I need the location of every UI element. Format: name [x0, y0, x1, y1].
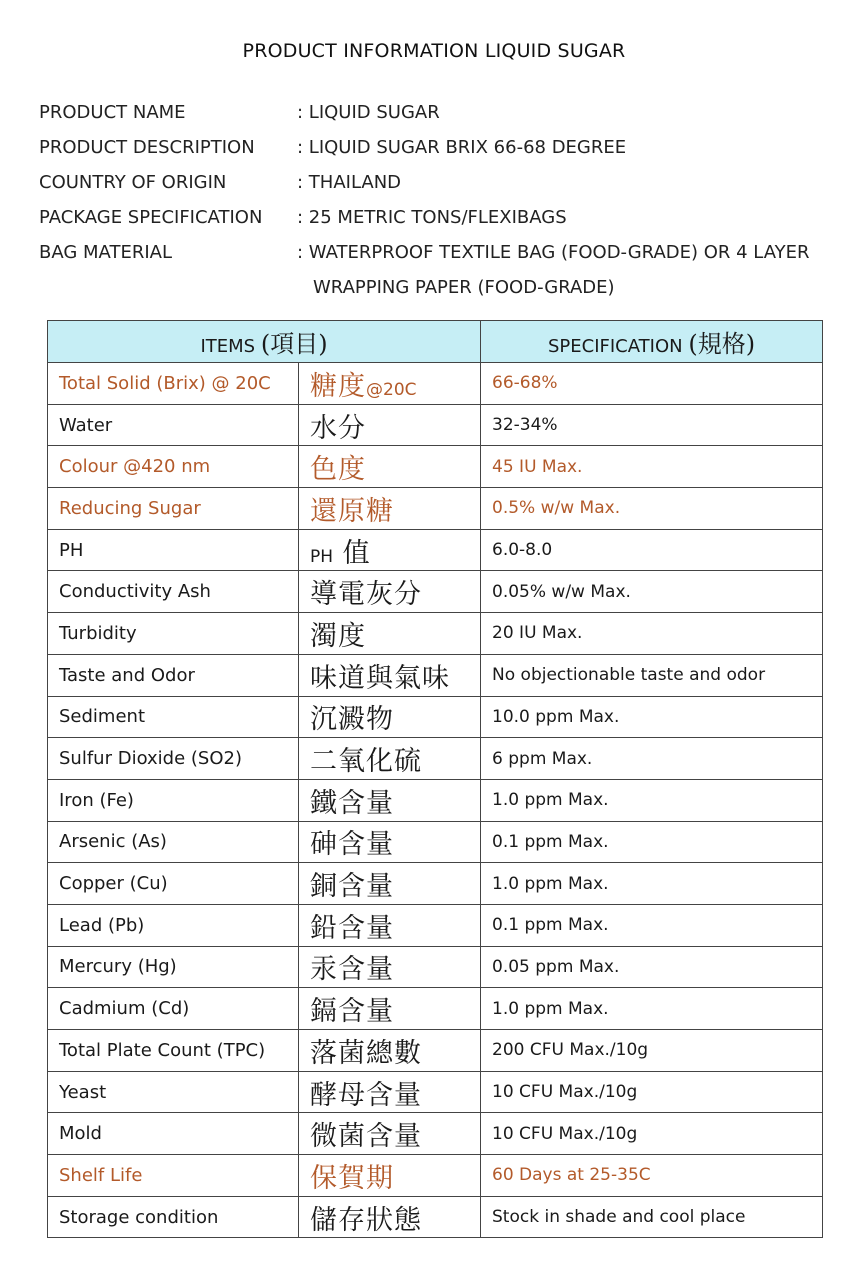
- item-chinese-text: 值: [342, 537, 371, 569]
- item-chinese-text: 鎘含量: [310, 996, 394, 1028]
- item-chinese-text: 味道與氣味: [310, 662, 450, 694]
- items-header-label: ITEMS: [200, 336, 256, 357]
- specification-value-cell: Stock in shade and cool place: [481, 1196, 823, 1238]
- info-value: : THAILAND: [297, 172, 402, 193]
- specification-value-cell: 10.0 ppm Max.: [481, 696, 823, 738]
- info-label: PRODUCT NAME: [39, 102, 186, 123]
- item-chinese-text: 儲存狀態: [310, 1204, 422, 1236]
- item-chinese-text: 二氧化硫: [310, 746, 422, 778]
- item-name-cell: Storage condition: [48, 1196, 299, 1238]
- item-name-cell: Conductivity Ash: [48, 571, 299, 613]
- specification-value-cell: 1.0 ppm Max.: [481, 779, 823, 821]
- item-chinese-cell: [299, 779, 481, 821]
- specification-value-cell: No objectionable taste and odor: [481, 654, 823, 696]
- table-row: [48, 488, 823, 530]
- item-name-cell: Total Solid (Brix) @ 20C: [48, 363, 299, 405]
- specification-value-cell: 60 Days at 25-35C: [481, 1155, 823, 1197]
- table-row: [48, 904, 823, 946]
- item-name-cell: Water: [48, 404, 299, 446]
- item-chinese-text: 鐵含量: [310, 787, 394, 819]
- item-chinese-text: 導電灰分: [310, 579, 422, 611]
- item-chinese-prefix: PH: [310, 546, 334, 567]
- specification-value-cell: 0.5% w/w Max.: [481, 488, 823, 530]
- item-name-cell: Mold: [48, 1113, 299, 1155]
- table-row: [48, 696, 823, 738]
- item-chinese-cell: [299, 738, 481, 780]
- specification-header-cjk: (規格): [688, 330, 756, 358]
- info-value: : 25 METRIC TONS/FLEXIBAGS: [297, 207, 567, 228]
- table-row: [48, 363, 823, 405]
- item-chinese-cell: [299, 488, 481, 530]
- item-name-cell: Lead (Pb): [48, 904, 299, 946]
- specification-value-cell: 0.05% w/w Max.: [481, 571, 823, 613]
- table-row: [48, 946, 823, 988]
- item-name-cell: Reducing Sugar: [48, 488, 299, 530]
- item-chinese-text: 微菌含量: [310, 1121, 422, 1153]
- item-chinese-cell: [299, 904, 481, 946]
- item-chinese-cell: [299, 863, 481, 905]
- item-chinese-cell: [299, 1030, 481, 1072]
- item-chinese-text: 汞含量: [310, 954, 394, 986]
- item-chinese-text: 糖度: [310, 370, 366, 402]
- table-row: [48, 613, 823, 655]
- info-row-bag-material: [39, 235, 839, 270]
- item-name-cell: Sediment: [48, 696, 299, 738]
- item-chinese-cell: [299, 446, 481, 488]
- specification-value-cell: 10 CFU Max./10g: [481, 1071, 823, 1113]
- info-row-product-description: [39, 130, 839, 165]
- specification-value-cell: 20 IU Max.: [481, 613, 823, 655]
- item-chinese-text: 還原糖: [310, 495, 394, 527]
- item-chinese-text: 鉛含量: [310, 912, 394, 944]
- item-name-cell: Shelf Life: [48, 1155, 299, 1197]
- product-info-block: [39, 95, 839, 305]
- info-label: PACKAGE SPECIFICATION: [39, 207, 263, 228]
- item-chinese-suffix: @20C: [366, 379, 417, 400]
- info-row-product-name: [39, 95, 839, 130]
- table-row: [48, 988, 823, 1030]
- items-header-cjk: (項目): [260, 330, 328, 358]
- specification-header: [481, 321, 823, 363]
- table-row: [48, 779, 823, 821]
- specification-value-cell: 6.0-8.0: [481, 529, 823, 571]
- specification-value-cell: 0.1 ppm Max.: [481, 821, 823, 863]
- item-chinese-text: 保賀期: [310, 1162, 394, 1194]
- specification-value-cell: 0.1 ppm Max.: [481, 904, 823, 946]
- info-label: COUNTRY OF ORIGIN: [39, 172, 227, 193]
- item-chinese-text: 砷含量: [310, 829, 394, 861]
- table-row: [48, 738, 823, 780]
- table-row: [48, 529, 823, 571]
- item-chinese-text: 沉澱物: [310, 704, 394, 736]
- specification-value-cell: 6 ppm Max.: [481, 738, 823, 780]
- info-row-country-of-origin: [39, 165, 839, 200]
- item-chinese-text: 濁度: [310, 620, 366, 652]
- specification-value-cell: 0.05 ppm Max.: [481, 946, 823, 988]
- table-row: [48, 571, 823, 613]
- item-name-cell: Cadmium (Cd): [48, 988, 299, 1030]
- specification-value-cell: 45 IU Max.: [481, 446, 823, 488]
- specification-value-cell: 66-68%: [481, 363, 823, 405]
- specification-table-body: [48, 363, 823, 1238]
- item-name-cell: Iron (Fe): [48, 779, 299, 821]
- item-chinese-text: 色度: [310, 454, 366, 486]
- item-chinese-cell: [299, 571, 481, 613]
- specification-value-cell: 200 CFU Max./10g: [481, 1030, 823, 1072]
- item-name-cell: Turbidity: [48, 613, 299, 655]
- table-row: [48, 446, 823, 488]
- item-name-cell: Sulfur Dioxide (SO2): [48, 738, 299, 780]
- table-row: [48, 404, 823, 446]
- info-value: : LIQUID SUGAR BRIX 66-68 DEGREE: [297, 137, 627, 158]
- info-label: BAG MATERIAL: [39, 242, 172, 263]
- item-chinese-cell: [299, 529, 481, 571]
- item-chinese-text: 水分: [310, 412, 366, 444]
- item-chinese-cell: [299, 821, 481, 863]
- specification-value-cell: 10 CFU Max./10g: [481, 1113, 823, 1155]
- table-row: [48, 1196, 823, 1238]
- item-chinese-cell: [299, 1155, 481, 1197]
- item-chinese-cell: [299, 1113, 481, 1155]
- item-name-cell: Yeast: [48, 1071, 299, 1113]
- table-row: [48, 1155, 823, 1197]
- item-chinese-cell: [299, 654, 481, 696]
- item-name-cell: Mercury (Hg): [48, 946, 299, 988]
- item-chinese-text: 銅含量: [310, 871, 394, 903]
- item-chinese-text: 落菌總數: [310, 1037, 422, 1069]
- item-name-cell: PH: [48, 529, 299, 571]
- table-row: [48, 863, 823, 905]
- item-chinese-cell: [299, 1071, 481, 1113]
- info-label: PRODUCT DESCRIPTION: [39, 137, 255, 158]
- info-value: : LIQUID SUGAR: [297, 102, 440, 123]
- item-chinese-cell: [299, 613, 481, 655]
- item-name-cell: Arsenic (As): [48, 821, 299, 863]
- info-row-package-specification: [39, 200, 839, 235]
- document-title: PRODUCT INFORMATION LIQUID SUGAR: [242, 40, 626, 62]
- table-header-row: [48, 321, 823, 363]
- item-chinese-cell: [299, 404, 481, 446]
- table-row: [48, 654, 823, 696]
- item-chinese-cell: [299, 988, 481, 1030]
- items-header: [48, 321, 481, 363]
- item-chinese-cell: [299, 1196, 481, 1238]
- item-name-cell: Total Plate Count (TPC): [48, 1030, 299, 1072]
- specification-value-cell: 1.0 ppm Max.: [481, 863, 823, 905]
- item-chinese-cell: [299, 696, 481, 738]
- item-chinese-cell: [299, 363, 481, 405]
- item-name-cell: Colour @420 nm: [48, 446, 299, 488]
- table-row: [48, 1030, 823, 1072]
- item-chinese-cell: [299, 946, 481, 988]
- specification-value-cell: 32-34%: [481, 404, 823, 446]
- item-name-cell: Taste and Odor: [48, 654, 299, 696]
- specification-table: [47, 320, 823, 1238]
- table-row: [48, 821, 823, 863]
- table-row: [48, 1113, 823, 1155]
- info-value: : WATERPROOF TEXTILE BAG (FOOD-GRADE) OR 4 LAYER: [297, 242, 810, 263]
- specification-header-label: SPECIFICATION: [547, 336, 683, 357]
- item-chinese-text: 酵母含量: [310, 1079, 422, 1111]
- item-name-cell: Copper (Cu): [48, 863, 299, 905]
- table-row: [48, 1071, 823, 1113]
- info-value-continuation: WRAPPING PAPER (FOOD-GRADE): [313, 277, 615, 298]
- specification-value-cell: 1.0 ppm Max.: [481, 988, 823, 1030]
